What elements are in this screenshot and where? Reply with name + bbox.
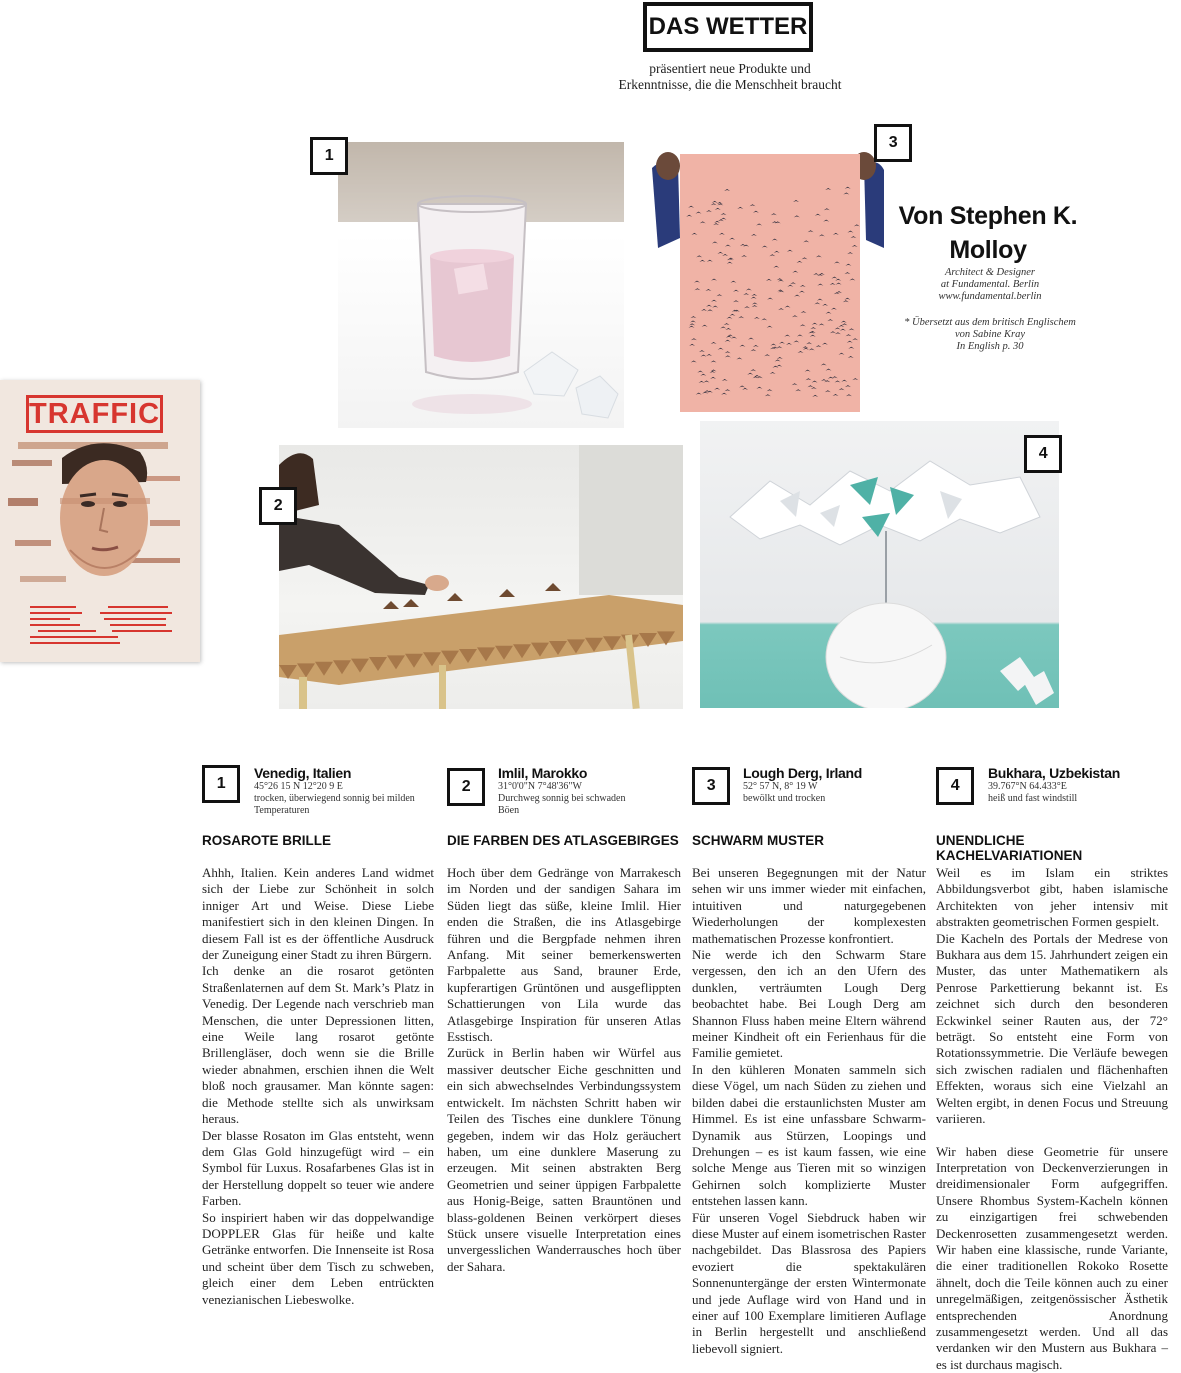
article-heading: SCHWARM MUSTER (692, 833, 824, 848)
location-weather: Durchweg sonnig bei schwaden (498, 793, 626, 804)
article-body (202, 865, 434, 1308)
paragraph: Weil es im Islam ein striktes Abbildungsverbot gibt, haben islamische Architekten von jeher intensiv mit abstrakten geometrischen Formen gespielt. (936, 865, 1168, 930)
article-heading: DIE FARBEN DES ATLASGEBIRGES (447, 833, 679, 848)
subtitle-line-2: Erkenntnisse, die die Menschheit braucht (618, 77, 842, 92)
note-line: * Übersetzt aus dem britisch Englischem (904, 317, 1076, 328)
article-heading: ROSAROTE BRILLE (202, 833, 332, 848)
paragraph: Bei unseren Begegnungen mit der Natur sehen wir uns immer wieder mit einfachen, intuitiven und naturgegebenen Wiederholungen der komplexesten mathematischen Prozesse konfrontiert. (692, 865, 926, 946)
paragraph: Der blasse Rosaton im Glas entsteht, wenn dem Glas Gold hinzugefügt wird – ein Symbol für Luxus. Rosafarbenes Glas ist in der Herstellung doppelt so teuer wie andere Farben. (202, 1127, 434, 1209)
location-coordinates: 39.767°N 64.433°E (988, 781, 1067, 792)
author-website: www.fundamental.berlin (938, 291, 1042, 302)
location-info (988, 765, 1170, 805)
magazine-cover (0, 380, 200, 662)
article-heading: UNENDLICHE KACHELVARIATIONEN (936, 833, 1083, 863)
table-illustration (279, 445, 683, 709)
note-line: von Sabine Kray (955, 329, 1025, 340)
photo-ceiling-rosette (700, 421, 1059, 708)
location-weather: bewölkt und trocken (743, 793, 826, 804)
glass-illustration (338, 142, 624, 428)
photo-doppler-glass (338, 142, 624, 428)
location-name: Bukhara, Uzbekistan (988, 765, 1121, 781)
paragraph: Für unseren Vogel Siebdruck haben wir diese Muster auf einem isometrischen Raster nachgebildet. Das Blassrosa des Papiers evoziert die spektakulären Sonnenuntergänge der ersten Wintermonate und jede Auflage wird von Hand und in einer auf 100 Exemplare limitieren Auflage in Berlin hergestellt und anschließend liebevoll signiert. (692, 1209, 926, 1356)
masthead-subtitle (580, 61, 880, 93)
author-role-line: Architect & Designer (944, 267, 1035, 278)
photo-number-1: 1 (310, 137, 348, 175)
paragraph: Wir haben diese Geometrie für unsere Interpretation von Deckenverzierungen in dreidimensionaler Form aufgegriffen. Unsere Rhombus System-Kacheln können zu einzigartigen frei schwebenden Deckenrosetten zusammengesetzt werden. Wir haben eine klassische, runde Variante, die einer traditionellen Rokoko Rosette ähnelt, doch die Teile können auch zu einer unregelmäßigen, zeitgenössischer Ästhetik entsprechenden Anordnung zusammengesetzt werden. Und all das verdanken wir den Mustern aus Bukhara – es ist durchaus magisch. (936, 1143, 1168, 1372)
paragraph: So inspiriert haben wir das doppelwandige DOPPLER Glas für heiße und kalte Getränke entworfen. Die Innenseite ist Rosa und scheint über dem Tisch zu schweben, gleich einer dem Leben entrückten venezianischen Liebeswolke. (202, 1209, 434, 1307)
photo-atlas-table (279, 445, 683, 709)
location-weather-cont: Temperaturen (254, 805, 310, 816)
translation-note (895, 317, 1085, 353)
location-weather: trocken, überwiegend sonnig bei milden (254, 793, 415, 804)
column-number-4: 4 (936, 767, 974, 805)
location-weather: heiß und fast windstill (988, 793, 1078, 804)
author-name: Von Stephen K. Molloy (898, 202, 1078, 264)
location-coordinates: 45°26 15 N 12°20 9 E (254, 781, 343, 792)
author-role-line: at Fundamental. Berlin (940, 279, 1040, 290)
paragraph: In den kühleren Monaten sammeln sich diese Vögel, um nach Süden zu ziehen und bilden dabei die erstaunlichsten Muster am Himmel. Es ist eine unfassbare Schwarm-Dynamik aus Stürzen, Loopings und Drehungen – es ist kaum fassen, wie eine solche Menge aus Tieren mit so winzigen Gehirnen solch komplizierte Muster entstehen lassen kann. (692, 1061, 926, 1209)
column-number-1: 1 (202, 765, 240, 803)
rosette-illustration (700, 421, 1059, 708)
location-info (498, 765, 680, 817)
column-number-3: 3 (692, 767, 730, 805)
photo-vogel-siebdruck (652, 148, 884, 414)
article-body (447, 865, 681, 1275)
paragraph: Ich denke an die rosarot getönten Straßenlaternen auf dem St. Mark’s Platz in Venedig. Der Legende nach verschrieb man Menschen, die unter Depressionen litten, eine Weile lang rosarot getönte Brillengläser, doch wenn sie die Brille wieder abnahmen, erschien ihnen die Welt bloß noch grausamer. Man könnte sagen: die Methode stellte sich als unwirksam heraus. (202, 963, 434, 1127)
column-number-2: 2 (447, 768, 485, 806)
paragraph: Ahhh, Italien. Kein anderes Land widmet sich der Liebe zur Schönheit in solch inniger Art und Weise. Diese Liebe manifestiert sich in den kleinen Dingen. In diesem Fall ist es der öffentliche Ausdruck der Zuneigung einer Stadt zu ihren Bürgern. (202, 865, 434, 963)
masthead-title: DAS WETTER (643, 2, 813, 52)
location-weather-cont: Böen (498, 805, 520, 816)
paragraph: Die Kacheln des Portals der Medrese von Bukhara aus dem 15. Jahrhundert zeigen ein Muster, das unter Mathematikern als Penrose Parkettierung bekannt ist. Es zeichnet sich durch den besonderen Eckwinkel seiner Rauten aus, der 72° beträgt. So entsteht eine Form von Rotationssymmetrie. Die Verläufe bewegen sich zwischen radialen und flächenhaften Effekten, woraus sich eine Vielzahl an Welten ergibt, in denen Focus und Streuung variieren. (936, 930, 1168, 1127)
paragraph: Nie werde ich den Schwarm Stare vergessen, den ich an den Ufern des dunklen, verträumten Lough Derg beobachtet habe. Bei Lough Derg am Shannon Fluss haben meine Eltern während meiner Kindheit oft ein Ferienhaus für die Familie gemietet. (692, 947, 926, 1061)
location-name: Venedig, Italien (254, 765, 352, 781)
location-coordinates: 52° 57 N, 8° 19 W (743, 781, 818, 792)
subtitle-line-1: präsentiert neue Produkte und (649, 61, 811, 76)
article-body (692, 865, 926, 1357)
article-body (936, 865, 1168, 1373)
magazine-title: TRAFFIC (26, 395, 163, 433)
location-info (254, 765, 436, 817)
paragraph: Hoch über dem Gedränge von Marrakesch im Norden und der sandigen Sahara im Süden liegt das süße, kleine Imlil. Hier enden die Straßen, die ins Atlasgebirge führen und die Bergpfade nehmen ihren Anfang. Mit seiner bemerkenswerten Farbpalette aus Sand, brauner Erde, kupferartigen Grüntönen und ausgeflippten Schattierungen von Lila wurde das Atlasgebirge Inspiration für unseren Atlas Esstisch. (447, 865, 681, 1045)
magazine-face-illustration (0, 380, 200, 662)
photo-number-2: 2 (259, 487, 297, 525)
print-illustration (652, 148, 884, 414)
photo-number-3: 3 (874, 124, 912, 162)
author-role (900, 267, 1080, 303)
paragraph: Zurück in Berlin haben wir Würfel aus massiver deutscher Eiche geschnitten und ein sich abwechselndes Verbindungssystem entwickelt. Im nächsten Schritt haben wir Teilen des Tisches eine dunklere Tönung gegeben, indem wir das Holz geräuchert haben, um eine dunklere Maserung zu erzeugen. Mit seinen abstrakten Berg Geometrien und seiner üppigen Farbpalette aus Honig-Beige, satten Brauntönen und blass-goldenen Beinen verkörpert dieses Stück unsere visuelle Interpretation eines unvergesslichen Wanderrausches hoch über der Sahara. (447, 1045, 681, 1274)
location-info (743, 765, 925, 805)
location-name: Imlil, Marokko (498, 765, 588, 781)
note-line: In English p. 30 (956, 341, 1024, 352)
location-name: Lough Derg, Irland (743, 765, 863, 781)
location-coordinates: 31°0'0"N 7°48'36"W (498, 781, 582, 792)
photo-number-4: 4 (1024, 435, 1062, 473)
